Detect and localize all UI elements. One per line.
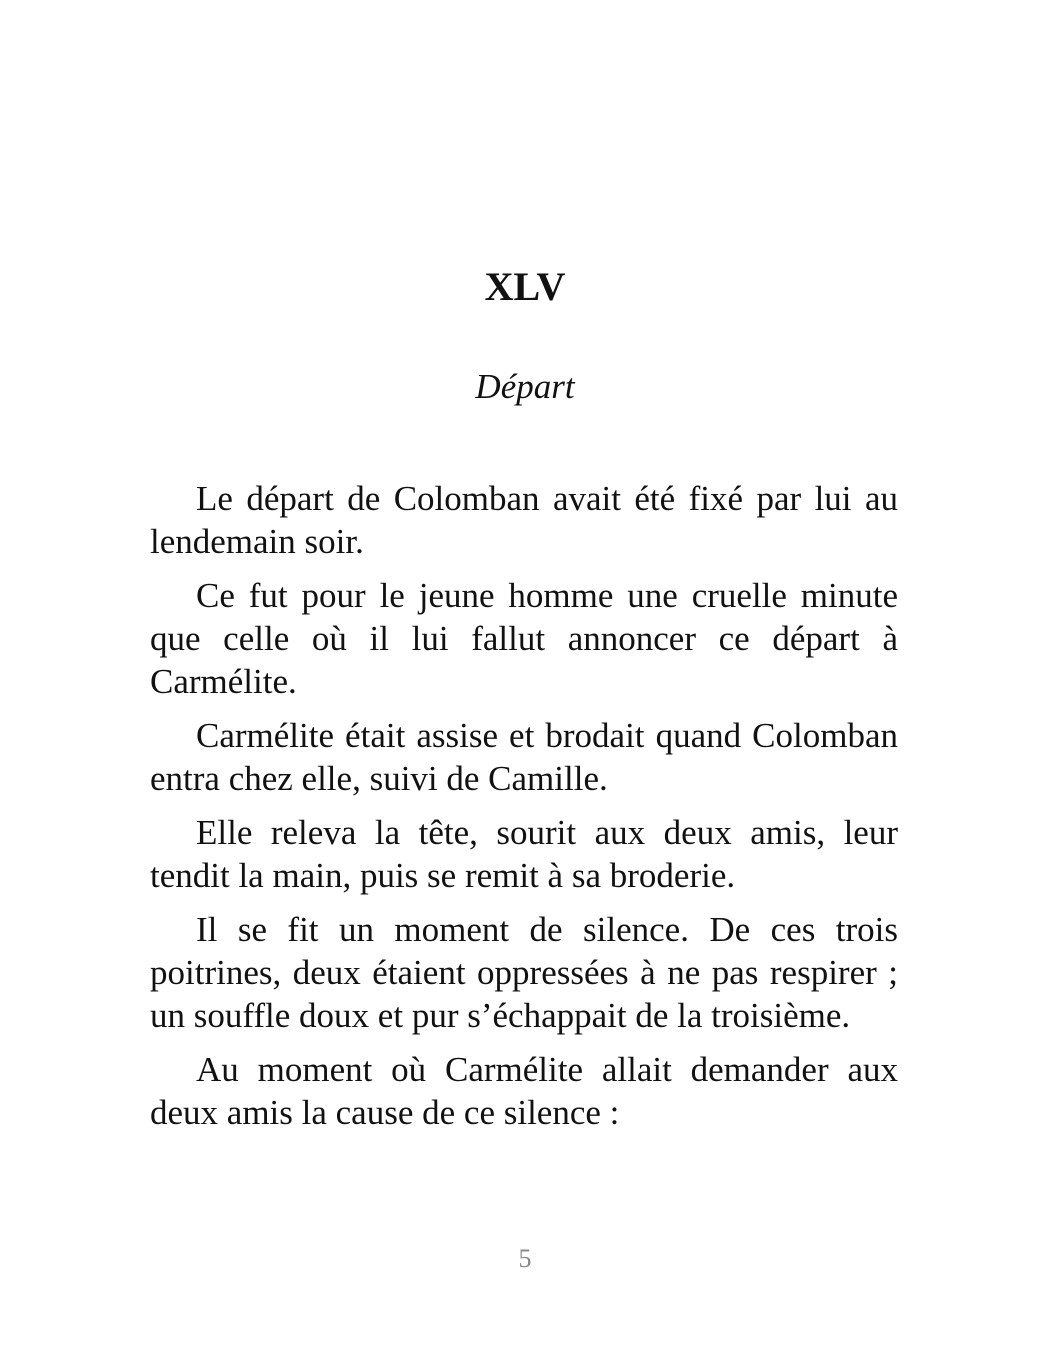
chapter-title: Départ — [475, 367, 575, 406]
paragraph: Le départ de Colomban avait été fixé par lui au lendemain soir. — [150, 479, 898, 561]
paragraph: Au moment où Carmélite allait demander aux deux amis la cause de ce silence : — [150, 1050, 898, 1132]
chapter-number: XLV — [484, 264, 566, 309]
paragraph: Il se fit un moment de silence. De ces trois poitrines, deux étaient oppressées à ne pas respirer ; un souffle doux et pur s’échappait de la troisième. — [150, 910, 898, 1035]
paragraph: Elle releva la tête, sourit aux deux amis, leur tendit la main, puis se remit à sa broderie. — [150, 813, 898, 895]
paragraph: Carmélite était assise et brodait quand Colomban entra chez elle, suivi de Camille. — [150, 716, 898, 798]
paragraph: Ce fut pour le jeune homme une cruelle minute que celle où il lui fallut annoncer ce départ à Carmélite. — [150, 576, 898, 701]
page-number: 5 — [518, 1244, 532, 1273]
chapter-body — [150, 477, 898, 1145]
